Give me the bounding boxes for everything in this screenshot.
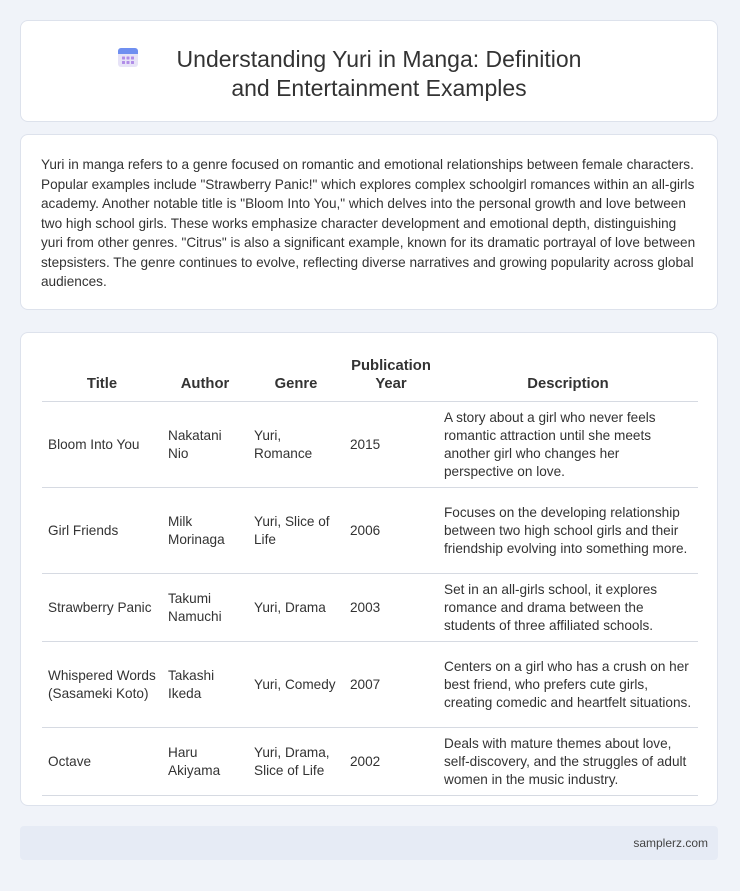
table-row <box>42 402 698 488</box>
cell-title: Strawberry Panic <box>42 574 162 642</box>
header-year: Publication Year <box>344 351 438 402</box>
cell-title: Girl Friends <box>42 488 162 574</box>
cell-author: Milk Morinaga <box>162 488 248 574</box>
page-title: Understanding Yuri in Manga: Definition and Entertainment Examples <box>176 46 582 101</box>
cell-year: 2006 <box>344 488 438 574</box>
cell-genre: Yuri, Romance <box>248 402 344 488</box>
header-card <box>20 20 718 122</box>
footer-site-link[interactable]: samplerz.com <box>633 836 708 850</box>
cell-title: Whispered Words (Sasameki Koto) <box>42 642 162 728</box>
table-row <box>42 728 698 796</box>
cell-description: A story about a girl who never feels romantic attraction until she meets another girl who changes her perspective on love. <box>438 402 698 488</box>
intro-card <box>20 134 718 310</box>
table-header-row <box>42 351 698 402</box>
header-title: Title <box>42 351 162 402</box>
cell-year: 2015 <box>344 402 438 488</box>
header-description: Description <box>438 351 698 402</box>
cell-genre: Yuri, Comedy <box>248 642 344 728</box>
table-row <box>42 574 698 642</box>
cell-year: 2003 <box>344 574 438 642</box>
cell-author: Takumi Namuchi <box>162 574 248 642</box>
cell-genre: Yuri, Slice of Life <box>248 488 344 574</box>
intro-paragraph: Yuri in manga refers to a genre focused on romantic and emotional relationships between female characters. Popular examples include "Strawberry Panic!" which explores complex schoolgirl romances within an all-girls academy. Another notable title is "Bloom Into You," which delves into the personal growth and love between two high school girls. These works emphasize character development and emotional depth, distinguishing yuri from other genres. "Citrus" is also a significant example, known for its dramatic portrayal of love between stepsisters. The genre continues to evolve, reflecting diverse narratives and growing popularity across global audiences. <box>41 157 696 289</box>
cell-author: Nakatani Nio <box>162 402 248 488</box>
header-genre: Genre <box>248 351 344 402</box>
table-card <box>20 332 718 806</box>
cell-description: Centers on a girl who has a crush on her best friend, who prefers cute girls, creating comedic and heartfelt situations. <box>438 642 698 728</box>
cell-description: Deals with mature themes about love, self-discovery, and the struggles of adult women in the music industry. <box>438 728 698 796</box>
cell-title: Octave <box>42 728 162 796</box>
cell-author: Takashi Ikeda <box>162 642 248 728</box>
manga-table <box>42 351 698 796</box>
cell-title: Bloom Into You <box>42 402 162 488</box>
header-author: Author <box>162 351 248 402</box>
cell-description: Focuses on the developing relationship between two high school girls and their friendship evolving into something more. <box>438 488 698 574</box>
cell-genre: Yuri, Drama <box>248 574 344 642</box>
cell-year: 2007 <box>344 642 438 728</box>
cell-author: Haru Akiyama <box>162 728 248 796</box>
table-row <box>42 488 698 574</box>
cell-genre: Yuri, Drama, Slice of Life <box>248 728 344 796</box>
footer <box>20 826 718 860</box>
table-row <box>42 642 698 728</box>
cell-year: 2002 <box>344 728 438 796</box>
cell-description: Set in an all-girls school, it explores romance and drama between the students of three affiliated schools. <box>438 574 698 642</box>
